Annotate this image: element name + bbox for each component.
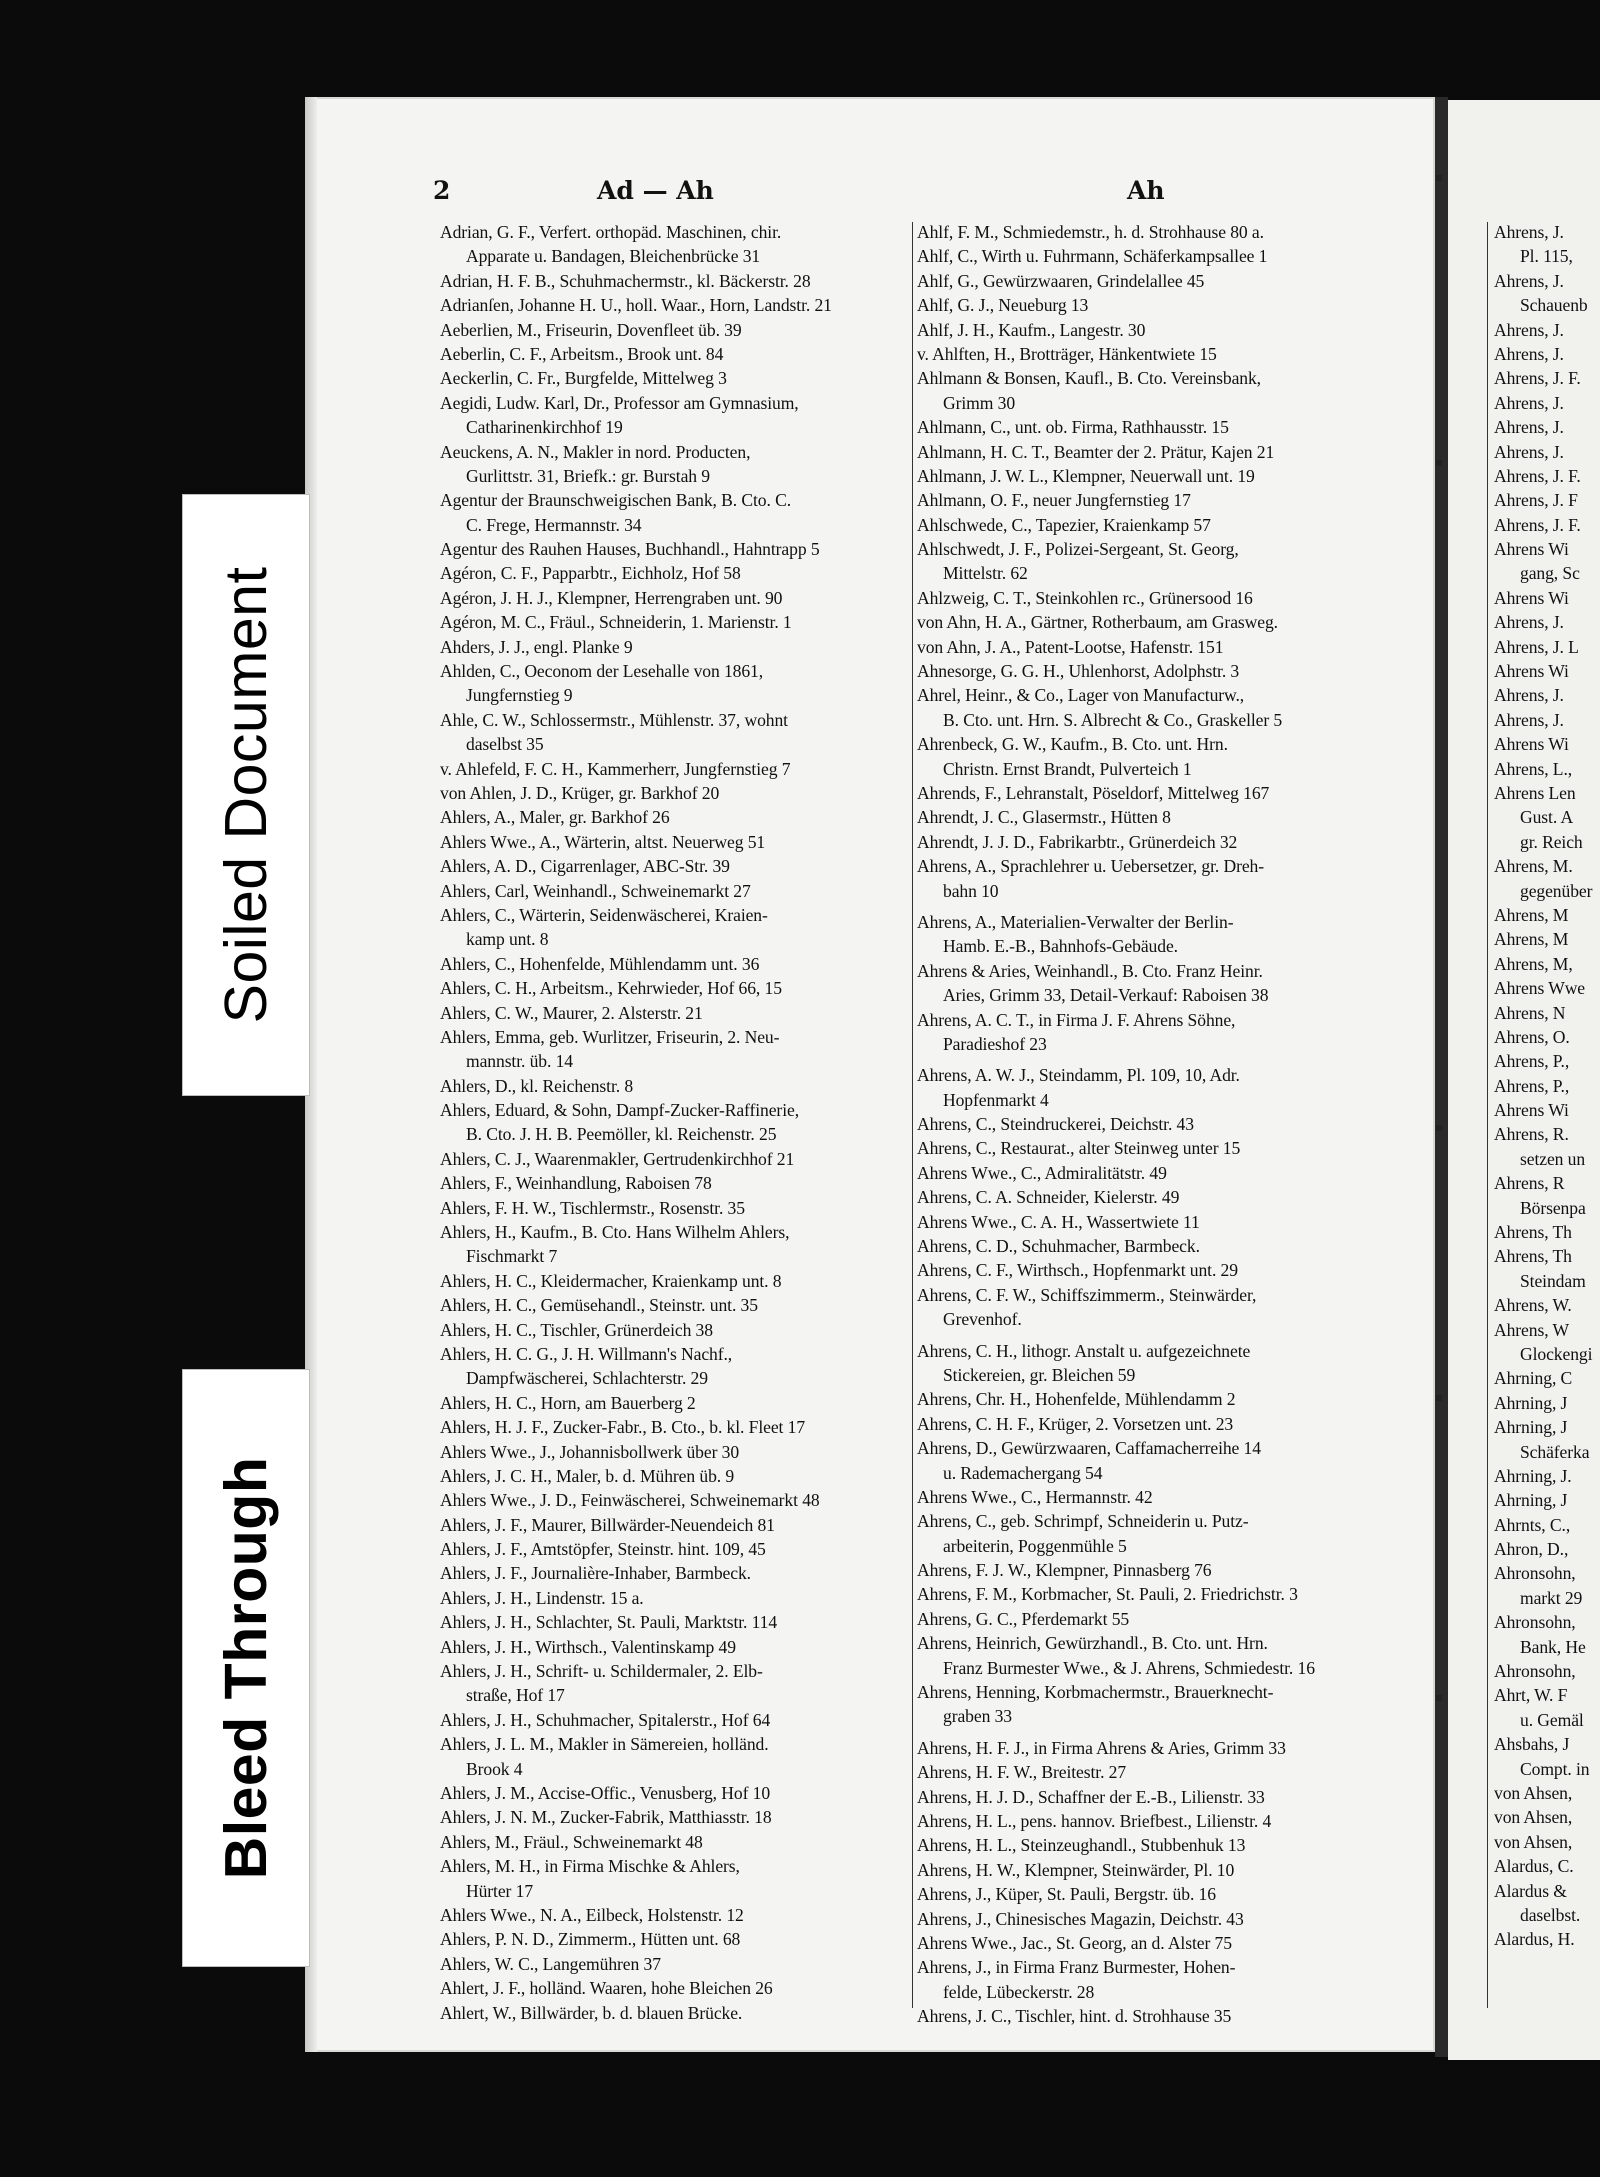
entry-spacer [917, 903, 1427, 910]
directory-entry: Ahlert, J. F., holländ. Waaren, hohe Bleichen 26 [440, 1978, 773, 1999]
page-title-right: Ah [1127, 176, 1165, 205]
directory-entry: Ahlers Wwe., J. D., Feinwäscherei, Schweinemarkt 48 [440, 1490, 820, 1511]
directory-entry: von Ahlen, J. D., Krüger, gr. Barkhof 20 [440, 782, 720, 803]
directory-entry-continuation: Grevenhof. [943, 1309, 1022, 1330]
directory-entry: Ahrens, P., [1494, 1075, 1570, 1096]
directory-entry: Aeberlien, M., Friseurin, Dovenfleet üb. 39 [440, 319, 742, 340]
directory-entry: von Ahn, J. A., Patent-Lootse, Hafenstr. 151 [917, 636, 1224, 657]
directory-entry: Ahlers, J. H., Wirthsch., Valentinskamp 49 [440, 1636, 736, 1657]
directory-entry: Ahrens, J. [1494, 441, 1564, 462]
directory-entry-continuation: Compt. in [1520, 1758, 1590, 1779]
directory-entry-continuation: Brook 4 [466, 1758, 523, 1779]
directory-entry: Ahrens, M. [1494, 856, 1573, 877]
directory-entry: Ahrens, H. W., Klempner, Steinwärder, Pl. 10 [917, 1859, 1235, 1880]
directory-entry-continuation: Dampfwäscherei, Schlachterstr. 29 [466, 1368, 708, 1389]
directory-entry-continuation: daselbst. [1520, 1904, 1581, 1925]
directory-entry-continuation: gr. Reich [1520, 831, 1583, 852]
directory-entry: Adrian, G. F., Verfert. orthopäd. Maschinen, chir. [440, 222, 782, 242]
directory-entry: Ahrens, C. D., Schuhmacher, Barmbeck. [917, 1236, 1200, 1257]
directory-entry-continuation: Stickereien, gr. Bleichen 59 [943, 1364, 1136, 1385]
directory-entry: Ahlers, H. C., Gemüsehandl., Steinstr. unt. 35 [440, 1295, 758, 1316]
directory-entry: Ahrens, A. W. J., Steindamm, Pl. 109, 10, Adr. [917, 1065, 1240, 1086]
directory-entry: Ahrens, J., Chinesisches Magazin, Deichstr. 43 [917, 1908, 1244, 1929]
directory-entry: Ahlers, J. H., Schrift- u. Schildermaler, 2. Elb- [440, 1661, 763, 1682]
directory-entry: Ahrning, C [1494, 1368, 1573, 1389]
directory-entry: Ahrens, J. F. [1494, 465, 1581, 486]
directory-entry: Ahrens, J. [1494, 612, 1564, 633]
gutter-mark [1436, 1695, 1442, 1701]
directory-entry: Ahlers, W. C., Langemühren 37 [440, 1953, 661, 1974]
directory-entry-continuation: u. Gemäl [1520, 1709, 1584, 1730]
directory-entry: Ahrens, M, [1494, 953, 1573, 974]
directory-entry: Ahrt, W. F [1494, 1685, 1568, 1706]
directory-entry: Ahlers, J. M., Accise-Offic., Venusberg, Hof 10 [440, 1783, 771, 1803]
entry-spacer [917, 1332, 1427, 1339]
directory-entry-continuation: Mittelstr. 62 [943, 563, 1028, 584]
directory-entry: Ahnesorge, G. G. H., Uhlenhorst, Adolphstr. 3 [917, 661, 1240, 682]
directory-entry: Aeuckens, A. N., Makler in nord. Producten, [440, 441, 751, 462]
directory-entry: Ahrens, J. [1494, 392, 1564, 413]
directory-entry: Ahlers, H., Kaufm., B. Cto. Hans Wilhelm Ahlers, [440, 1222, 790, 1243]
directory-entry: Ahlers, J. F., Maurer, Billwärder-Neuendeich 81 [440, 1514, 775, 1535]
directory-entry: Ahrens, Th [1494, 1246, 1572, 1267]
directory-entry: Ahlers, A., Maler, gr. Barkhof 26 [440, 807, 670, 828]
directory-entry-continuation: Apparate u. Bandagen, Bleichenbrücke 31 [466, 246, 761, 267]
directory-entry: Ahrens, J. F [1494, 490, 1578, 511]
directory-entry-continuation: Christn. Ernst Brandt, Pulverteich 1 [943, 758, 1192, 779]
directory-entry: Ahlf, G. J., Neueburg 13 [917, 295, 1089, 316]
entry-spacer [917, 1056, 1427, 1063]
directory-entry: Ahsbahs, J [1494, 1734, 1570, 1755]
gutter-mark [1436, 1125, 1442, 1131]
directory-entry: Ahlers Wwe., A., Wärterin, altst. Neuerweg 51 [440, 831, 766, 852]
directory-entry: Adrian, H. F. B., Schuhmachermstr., kl. Bäckerstr. 28 [440, 270, 811, 291]
directory-entry: Ahlers, C. H., Arbeitsm., Kehrwieder, Hof 66, 15 [440, 978, 782, 999]
directory-entry: Ahrens, O. [1494, 1026, 1570, 1047]
soiled-document-text: Soiled Document [213, 566, 279, 1024]
directory-entry: Ahrens & Aries, Weinhandl., B. Cto. Franz Heinr. [917, 960, 1263, 981]
directory-entry: von Ahn, H. A., Gärtner, Rotherbaum, am Grasweg. [917, 612, 1278, 633]
directory-entry: von Ahsen, [1494, 1807, 1573, 1828]
directory-entry: Ahrens, L., [1494, 758, 1573, 779]
directory-entry: Ahrens, Chr. H., Hohenfelde, Mühlendamm 2 [917, 1389, 1236, 1410]
directory-entry: Ahlers, H. J. F., Zucker-Fabr., B. Cto., b. kl. Fleet 17 [440, 1417, 806, 1438]
directory-entry: Ahlers, C., Hohenfelde, Mühlendamm unt. 36 [440, 953, 760, 974]
page-number: 2 [433, 176, 451, 205]
directory-entry: Ahlers, J. L. M., Makler in Sämereien, holländ. [440, 1734, 769, 1755]
directory-entry: Ahlden, C., Oeconom der Lesehalle von 1861, [440, 661, 764, 682]
directory-entry-continuation: Hamb. E.-B., Bahnhofs-Gebäude. [943, 936, 1178, 957]
directory-entry-continuation: Franz Burmester Wwe., & J. Ahrens, Schmiedestr. 16 [943, 1657, 1315, 1678]
directory-entry-continuation: Glockengi [1520, 1343, 1593, 1364]
directory-entry: Ahrens, J. [1494, 685, 1564, 706]
directory-entry: Agéron, C. F., Papparbtr., Eichholz, Hof 58 [440, 563, 741, 584]
directory-entry: Ahlf, C., Wirth u. Fuhrmann, Schäferkampsallee 1 [917, 246, 1268, 267]
directory-entry-continuation: Steindam [1520, 1270, 1586, 1291]
directory-entry: Ahlmann, H. C. T., Beamter der 2. Prätur, Kajen 21 [917, 441, 1275, 462]
directory-entry: Ahrning, J [1494, 1392, 1568, 1413]
directory-entry: Ahlers, J. N. M., Zucker-Fabrik, Matthiasstr. 18 [440, 1807, 772, 1828]
directory-entry: Ahlf, F. M., Schmiedemstr., h. d. Strohhause 80 a. [917, 222, 1264, 242]
directory-entry: Ahlers Wwe., J., Johannisbollwerk über 30 [440, 1441, 740, 1462]
directory-entry: Ahrens, P., [1494, 1051, 1570, 1072]
directory-entry: Ahrens, W. [1494, 1295, 1572, 1316]
directory-entry: Ahlers, J. F., Amtstöpfer, Steinstr. hint. 109, 45 [440, 1539, 766, 1560]
directory-entry: Ahrens, R. [1494, 1124, 1569, 1145]
directory-entry: Ahlzweig, C. T., Steinkohlen rc., Grünersood 16 [917, 587, 1253, 608]
directory-entry: Ahrning, J [1494, 1417, 1568, 1438]
directory-entry: Ahrens, C. F., Wirthsch., Hopfenmarkt unt. 29 [917, 1260, 1238, 1281]
directory-entry: Ahrens, J. [1494, 417, 1564, 438]
directory-entry-continuation: Hopfenmarkt 4 [943, 1089, 1049, 1110]
directory-entry: Ahlf, J. H., Kaufm., Langestr. 30 [917, 319, 1146, 340]
directory-entry: Ahrens, F. M., Korbmacher, St. Pauli, 2. Friedrichstr. 3 [917, 1584, 1298, 1605]
directory-entry: Ahrens, F. J. W., Klempner, Pinnasberg 76 [917, 1560, 1212, 1581]
directory-entry: Ahlers, J. F., Journalière-Inhaber, Barmbeck. [440, 1563, 751, 1584]
directory-entry: Ahlers, Emma, geb. Wurlitzer, Friseurin, 2. Neu- [440, 1026, 780, 1047]
directory-entry-continuation: Paradieshof 23 [943, 1033, 1047, 1054]
directory-entry: Ahlers, Eduard, & Sohn, Dampf-Zucker-Raffinerie, [440, 1100, 799, 1121]
directory-entry: Ahrens, A., Sprachlehrer u. Uebersetzer, gr. Dreh- [917, 856, 1265, 877]
directory-entry: Ahrens, J. [1494, 270, 1564, 291]
directory-entry: Aegidi, Ludw. Karl, Dr., Professor am Gymnasium, [440, 392, 799, 413]
directory-entry: Ahrens, J., Küper, St. Pauli, Bergstr. üb. 16 [917, 1884, 1216, 1905]
directory-entry-continuation: bahn 10 [943, 880, 999, 901]
directory-entry: Ahlers, F. H. W., Tischlermstr., Rosenstr. 35 [440, 1197, 745, 1218]
directory-entry: Ahrning, J. [1494, 1465, 1572, 1486]
directory-entry: Ahrendt, J. J. D., Fabrikarbtr., Grünerdeich 32 [917, 831, 1238, 852]
directory-entry: Ahrens Wi [1494, 661, 1569, 682]
directory-entry: Alardus, C. [1494, 1856, 1574, 1877]
directory-entry: Ahrens, N [1494, 1002, 1566, 1023]
directory-entry: Adrianſen, Johanne H. U., holl. Waar., Horn, Landstr. 21 [440, 295, 832, 316]
directory-entry-continuation: u. Rademachergang 54 [943, 1462, 1103, 1483]
directory-entry: Ahlers, D., kl. Reichenstr. 8 [440, 1075, 634, 1096]
directory-entry-continuation: Pl. 115, [1520, 246, 1573, 267]
directory-entry: Ahrens, J. [1494, 222, 1564, 242]
directory-column-right [1494, 220, 1600, 1952]
directory-entry-continuation: mannstr. üb. 14 [466, 1051, 573, 1072]
directory-entry: Ahron, D., [1494, 1539, 1569, 1560]
directory-entry-continuation: Hürter 17 [466, 1880, 534, 1901]
directory-entry: Ahrenbeck, G. W., Kaufm., B. Cto. unt. Hrn. [917, 734, 1228, 755]
directory-entry: Ahrendt, J. C., Glasermstr., Hütten 8 [917, 807, 1171, 828]
directory-entry-continuation: setzen un [1520, 1148, 1586, 1169]
directory-entry: Ahrens, J. [1494, 709, 1564, 730]
directory-entry: Agentur der Braunschweigischen Bank, B. Cto. C. [440, 490, 792, 511]
directory-entry-continuation: graben 33 [943, 1706, 1012, 1727]
directory-entry-continuation: Catharinenkirchhof 19 [466, 417, 623, 438]
directory-entry: Ahrens, M [1494, 904, 1569, 925]
directory-entry: Ahrens, Heinrich, Gewürzhandl., B. Cto. unt. Hrn. [917, 1633, 1268, 1654]
column-divider [1487, 222, 1488, 2008]
directory-entry: Ahrens, J., in Firma Franz Burmester, Hohen- [917, 1957, 1236, 1978]
directory-entry: Ahlers, C., Wärterin, Seidenwäscherei, Kraien- [440, 904, 768, 925]
directory-entry: Ahlers, M., Fräul., Schweinemarkt 48 [440, 1831, 703, 1852]
directory-entry: Ahlers, J. H., Lindenstr. 15 a. [440, 1587, 644, 1608]
directory-entry-continuation: Fischmarkt 7 [466, 1246, 558, 1267]
directory-entry: von Ahsen, [1494, 1831, 1573, 1852]
directory-entry: Agéron, M. C., Fräul., Schneiderin, 1. Marienstr. 1 [440, 612, 792, 633]
directory-entry: Ahrens, C. F. W., Schiffszimmerm., Steinwärder, [917, 1284, 1257, 1305]
directory-entry-continuation: kamp unt. 8 [466, 929, 549, 950]
directory-entry: Ahrens Wwe., C., Admiralitätstr. 49 [917, 1162, 1167, 1183]
directory-entry: v. Ahlften, H., Brotträger, Hänkentwiete 15 [917, 343, 1217, 364]
column-divider [912, 222, 913, 2008]
directory-entry-continuation: arbeiterin, Poggenmühle 5 [943, 1535, 1127, 1556]
directory-entry: Ahrens, R [1494, 1173, 1565, 1194]
bleed-through-label [182, 1369, 310, 1967]
directory-entry-continuation: Gust. A [1520, 807, 1574, 828]
page-title: Ad — Ah [597, 176, 714, 205]
directory-entry: Ahrens Wi [1494, 539, 1569, 560]
directory-entry: Ahlers, J. H., Schlachter, St. Pauli, Marktstr. 114 [440, 1612, 778, 1633]
directory-entry-continuation: C. Frege, Hermannstr. 34 [466, 514, 642, 535]
directory-entry: Ahrens, J. [1494, 319, 1564, 340]
directory-entry: Ahlers, J. C. H., Maler, b. d. Mühren üb. 9 [440, 1465, 735, 1486]
directory-entry: Ahrning, J [1494, 1490, 1568, 1511]
directory-entry: Ahlers, A. D., Cigarrenlager, ABC-Str. 39 [440, 856, 730, 877]
directory-entry-continuation: markt 29 [1520, 1587, 1583, 1608]
directory-entry: Ahrens, H. F. W., Breitestr. 27 [917, 1762, 1127, 1783]
directory-entry-continuation: gegenüber [1520, 880, 1593, 901]
directory-entry-continuation: Schäferka [1520, 1441, 1590, 1462]
directory-entry: Ahrens, M [1494, 929, 1569, 950]
directory-entry-continuation: gang, Sc [1520, 563, 1580, 584]
directory-entry-continuation: B. Cto. unt. Hrn. S. Albrecht & Co., Graskeller 5 [943, 709, 1283, 730]
directory-entry: Ahrens, D., Gewürzwaaren, Caffamacherreihe 14 [917, 1438, 1261, 1459]
directory-entry: Ahlmann, C., unt. ob. Firma, Rathhausstr. 15 [917, 417, 1229, 438]
directory-entry: Ahrens, J. C., Tischler, hint. d. Strohhause 35 [917, 2006, 1232, 2027]
directory-entry: Ahlf, G., Gewürzwaaren, Grindelallee 45 [917, 270, 1205, 291]
directory-entry: Ahle, C. W., Schlossermstr., Mühlenstr. 37, wohnt [440, 709, 788, 730]
directory-entry: Ahlers, H. C., Horn, am Bauerberg 2 [440, 1392, 696, 1413]
directory-entry-continuation: Aries, Grimm 33, Detail-Verkauf: Raboisen 38 [943, 985, 1269, 1006]
directory-entry: Ahrens Wi [1494, 587, 1569, 608]
directory-entry: Ahlers Wwe., N. A., Eilbeck, Holstenstr. 12 [440, 1904, 744, 1925]
entry-spacer [917, 1729, 1427, 1736]
directory-entry: Ahrens Wwe., Jac., St. Georg, an d. Alster 75 [917, 1932, 1232, 1953]
directory-entry: Ahrens, Th [1494, 1222, 1572, 1243]
directory-entry-continuation: Jungfernstieg 9 [466, 685, 573, 706]
directory-entry: Ahrens, H. L., pens. hannov. Briefbest., Lilienstr. 4 [917, 1811, 1272, 1831]
directory-entry: Ahrel, Heinr., & Co., Lager von Manufacturw., [917, 685, 1245, 706]
directory-entry: Ahrens, H. J. D., Schaffner der E.-B., Lilienstr. 33 [917, 1786, 1265, 1807]
directory-entry: Ahrens, C., geb. Schrimpf, Schneiderin u. Putz- [917, 1511, 1249, 1532]
directory-entry: Alardus & [1494, 1880, 1567, 1901]
directory-entry: Ahrens Wi [1494, 734, 1569, 755]
directory-entry: Ahronsohn, [1494, 1563, 1576, 1584]
directory-entry: Ahrens, C. H. F., Krüger, 2. Vorsetzen unt. 23 [917, 1413, 1234, 1434]
directory-entry: Ahlers, C. J., Waarenmakler, Gertrudenkirchhof 21 [440, 1148, 795, 1169]
directory-entry: Ahrens Len [1494, 782, 1576, 803]
directory-entry-continuation: Gurlittstr. 31, Briefk.: gr. Burstah 9 [466, 465, 710, 486]
directory-entry: Ahrens, C., Restaurat., alter Steinweg unter 15 [917, 1138, 1241, 1159]
directory-entry-continuation: Börsenpa [1520, 1197, 1586, 1218]
directory-entry: Ahrens Wwe [1494, 978, 1586, 999]
directory-entry-continuation: Grimm 30 [943, 392, 1016, 413]
directory-entry: Ahrens Wi [1494, 1100, 1569, 1121]
directory-entry: Ahrens, H. L., Steinzeughandl., Stubbenhuk 13 [917, 1835, 1246, 1856]
directory-entry: Ahrens, C., Steindruckerei, Deichstr. 43 [917, 1114, 1194, 1135]
directory-entry: Ahlers, J. H., Schuhmacher, Spitalerstr., Hof 64 [440, 1709, 771, 1730]
directory-entry: Ahlert, W., Billwärder, b. d. blauen Brücke. [440, 2002, 743, 2023]
directory-entry: Ahrnts, C., [1494, 1514, 1571, 1535]
directory-entry: Ahrens, J. F. [1494, 368, 1581, 389]
directory-entry: Ahlschwede, C., Tapezier, Kraienkamp 57 [917, 514, 1211, 535]
directory-entry-continuation: straße, Hof 17 [466, 1685, 565, 1706]
directory-entry: Ahlschwedt, J. F., Polizei-Sergeant, St. Georg, [917, 539, 1239, 560]
directory-entry: Ahrens, J. L [1494, 636, 1579, 657]
bleed-through-text: Bleed Through [213, 1456, 279, 1880]
directory-entry: Agéron, J. H. J., Klempner, Herrengraben unt. 90 [440, 587, 783, 608]
gutter-mark [1436, 175, 1442, 181]
directory-entry: Ahrends, F., Lehranstalt, Pöseldorf, Mittelweg 167 [917, 782, 1270, 803]
directory-entry: Ahrens, C. H., lithogr. Anstalt u. aufgezeichnete [917, 1340, 1251, 1361]
book-gutter [1435, 97, 1448, 2057]
directory-entry: Ahlers, H. C. G., J. H. Willmann's Nachf., [440, 1343, 733, 1364]
directory-entry: Ahrens, Henning, Korbmachermstr., Brauerknecht- [917, 1682, 1274, 1703]
directory-column-left [440, 220, 910, 2025]
directory-entry: Ahlmann, O. F., neuer Jungfernstieg 17 [917, 490, 1191, 511]
directory-entry: v. Ahlefeld, F. C. H., Kammerherr, Jungfernstieg 7 [440, 758, 791, 779]
directory-entry: Ahlers, H. C., Tischler, Grünerdeich 38 [440, 1319, 713, 1340]
directory-entry: Ahrens, A. C. T., in Firma J. F. Ahrens Söhne, [917, 1009, 1236, 1030]
directory-entry: Ahders, J. J., engl. Planke 9 [440, 636, 633, 657]
directory-entry: Ahrens, W [1494, 1319, 1569, 1340]
directory-entry-continuation: daselbst 35 [466, 734, 544, 755]
directory-entry-continuation: B. Cto. J. H. B. Peemöller, kl. Reichenstr. 25 [466, 1124, 777, 1145]
directory-entry: Ahlers, P. N. D., Zimmerm., Hütten unt. 68 [440, 1929, 741, 1950]
directory-entry: Ahrens, J. [1494, 343, 1564, 364]
gutter-mark [1436, 1395, 1442, 1401]
directory-entry: Ahlers, H. C., Kleidermacher, Kraienkamp unt. 8 [440, 1270, 782, 1291]
gutter-mark [1436, 460, 1442, 466]
directory-entry: Ahrens, G. C., Pferdemarkt 55 [917, 1608, 1130, 1629]
directory-entry: Aeberlin, C. F., Arbeitsm., Brook unt. 84 [440, 343, 724, 364]
directory-entry: Ahronsohn, [1494, 1661, 1576, 1682]
directory-entry: Ahrens, A., Materialien-Verwalter der Berlin- [917, 911, 1234, 932]
directory-entry: Alardus, H. [1494, 1929, 1575, 1950]
directory-entry: Ahlmann & Bonsen, Kaufl., B. Cto. Vereinsbank, [917, 368, 1261, 389]
directory-entry: Ahronsohn, [1494, 1612, 1576, 1633]
directory-entry: Ahrens Wwe., C., Hermannstr. 42 [917, 1486, 1153, 1507]
directory-entry-continuation: Schauenb [1520, 295, 1588, 316]
directory-entry: Ahrens Wwe., C. A. H., Wassertwiete 11 [917, 1211, 1200, 1232]
directory-entry: Ahrens, H. F. J., in Firma Ahrens & Aries, Grimm 33 [917, 1737, 1286, 1758]
directory-entry: Ahlers, C. W., Maurer, 2. Alsterstr. 21 [440, 1002, 703, 1023]
directory-entry: von Ahsen, [1494, 1783, 1573, 1803]
directory-entry: Ahlers, M. H., in Firma Mischke & Ahlers, [440, 1856, 740, 1877]
directory-entry: Ahrens, J. F. [1494, 514, 1581, 535]
directory-entry: Ahlmann, J. W. L., Klempner, Neuerwall unt. 19 [917, 465, 1255, 486]
directory-entry-continuation: felde, Lübeckerstr. 28 [943, 1981, 1095, 2002]
directory-entry: Aeckerlin, C. Fr., Burgfelde, Mittelweg 3 [440, 368, 727, 389]
directory-entry: Ahlers, F., Weinhandlung, Raboisen 78 [440, 1173, 712, 1194]
soiled-document-label [182, 494, 310, 1096]
directory-entry: Agentur des Rauhen Hauses, Buchhandl., Hahntrapp 5 [440, 539, 820, 560]
directory-entry: Ahlers, Carl, Weinhandl., Schweinemarkt 27 [440, 880, 751, 901]
directory-entry-continuation: Bank, He [1520, 1636, 1586, 1657]
directory-entry: Ahrens, C. A. Schneider, Kielerstr. 49 [917, 1187, 1180, 1208]
directory-column-middle [917, 220, 1427, 2029]
